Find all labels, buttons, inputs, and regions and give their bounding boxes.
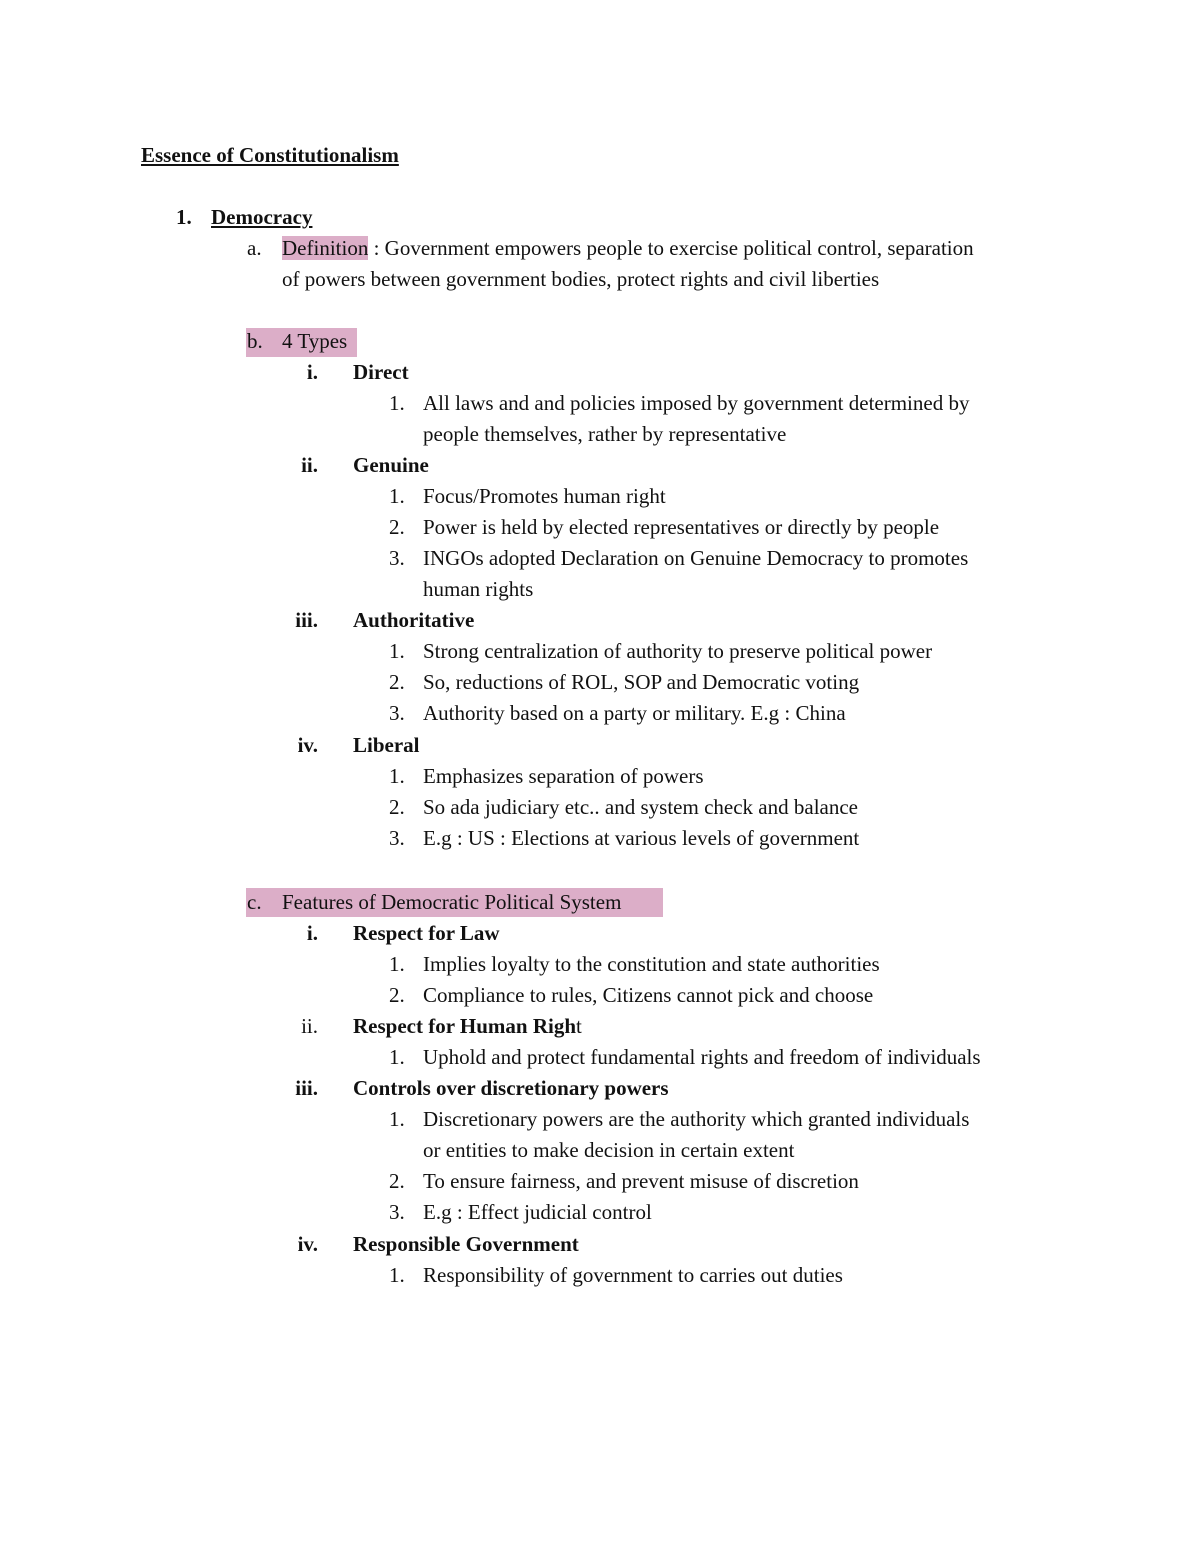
- point-number: 3.: [389, 701, 405, 725]
- point-text: people themselves, rather by representative: [423, 422, 787, 446]
- point-text: Implies loyalty to the constitution and state authorities: [423, 952, 880, 976]
- point-number: 1.: [389, 952, 405, 976]
- feature-name-rest: t: [576, 1014, 582, 1038]
- point-number: 1.: [389, 1107, 405, 1131]
- section-number: 1.: [176, 205, 192, 229]
- point-number: 2.: [389, 1169, 405, 1193]
- types-marker: b.: [247, 329, 263, 353]
- point-number: 1.: [389, 1263, 405, 1287]
- point-text: So ada judiciary etc.. and system check and balance: [423, 795, 858, 819]
- definition-line-1: [282, 233, 974, 264]
- point-text: Responsibility of government to carries out duties: [423, 1263, 843, 1287]
- point-number: 1.: [389, 484, 405, 508]
- feature-name: Controls over discretionary powers: [353, 1076, 669, 1100]
- features-heading: Features of Democratic Political System: [282, 890, 622, 914]
- point-text: Authority based on a party or military. E.g : China: [423, 701, 846, 725]
- point-number: 3.: [389, 546, 405, 570]
- point-text: Strong centralization of authority to preserve political power: [423, 639, 933, 663]
- point-text: To ensure fairness, and prevent misuse of discretion: [423, 1169, 859, 1193]
- feature-name: Respect for Law: [353, 921, 500, 945]
- definition-line-2: of powers between government bodies, protect rights and civil liberties: [282, 267, 880, 291]
- features-marker: c.: [247, 890, 262, 914]
- point-text: Compliance to rules, Citizens cannot pick and choose: [423, 983, 874, 1007]
- feature-name: [353, 1011, 582, 1042]
- point-number: 1.: [389, 1045, 405, 1069]
- type-name: Liberal: [353, 733, 420, 757]
- point-text: INGOs adopted Declaration on Genuine Democracy to promotes: [423, 546, 969, 570]
- point-number: 2.: [389, 983, 405, 1007]
- feature-marker: i.: [306, 921, 318, 945]
- type-marker: i.: [306, 360, 318, 384]
- point-text: Power is held by elected representatives or directly by people: [423, 515, 940, 539]
- point-number: 3.: [389, 1200, 405, 1224]
- type-name: Genuine: [353, 453, 429, 477]
- point-text: E.g : Effect judicial control: [423, 1200, 652, 1224]
- point-text: human rights: [423, 577, 534, 601]
- point-text: Uphold and protect fundamental rights and freedom of individuals: [423, 1045, 981, 1069]
- feature-marker: iii.: [295, 1076, 318, 1100]
- section-heading: Democracy: [211, 205, 313, 229]
- type-marker: iii.: [295, 608, 318, 632]
- type-name: Authoritative: [353, 608, 475, 632]
- point-number: 1.: [389, 639, 405, 663]
- point-number: 2.: [389, 795, 405, 819]
- point-text: Emphasizes separation of powers: [423, 764, 704, 788]
- feature-marker: ii.: [301, 1014, 318, 1038]
- feature-name-bold: Respect for Human Righ: [353, 1014, 577, 1038]
- feature-name: Responsible Government: [353, 1232, 579, 1256]
- point-number: 3.: [389, 826, 405, 850]
- point-text: Focus/Promotes human right: [423, 484, 666, 508]
- definition-text-1: : Government empowers people to exercise political control, separation: [368, 236, 974, 260]
- point-text: or entities to make decision in certain extent: [423, 1138, 795, 1162]
- point-text: All laws and and policies imposed by government determined by: [423, 391, 970, 415]
- type-marker: iv.: [297, 733, 318, 757]
- document-title: Essence of Constitutionalism: [141, 143, 399, 167]
- point-text: So, reductions of ROL, SOP and Democratic voting: [423, 670, 860, 694]
- point-number: 1.: [389, 764, 405, 788]
- feature-marker: iv.: [297, 1232, 318, 1256]
- point-number: 2.: [389, 670, 405, 694]
- point-number: 1.: [389, 391, 405, 415]
- point-number: 2.: [389, 515, 405, 539]
- point-text: E.g : US : Elections at various levels of government: [423, 826, 860, 850]
- type-name: Direct: [353, 360, 409, 384]
- type-marker: ii.: [301, 453, 318, 477]
- point-text: Discretionary powers are the authority which granted individuals: [423, 1107, 970, 1131]
- definition-marker: a.: [247, 236, 262, 260]
- types-heading: 4 Types: [282, 329, 348, 353]
- definition-label-highlight: Definition: [282, 236, 369, 260]
